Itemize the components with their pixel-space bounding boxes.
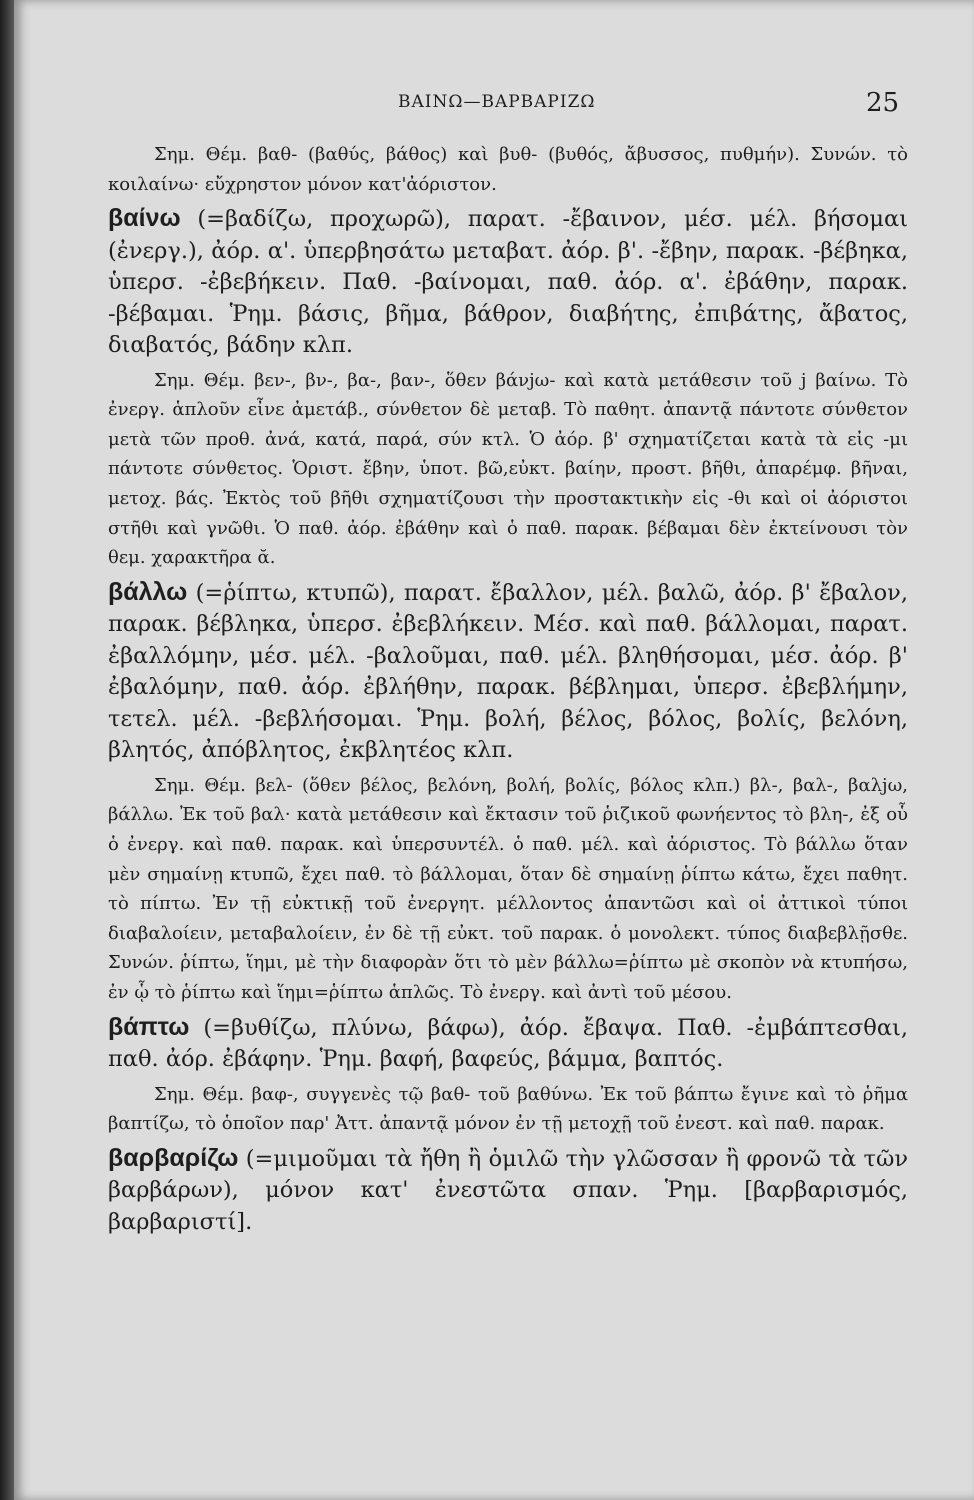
entry-bapto: [108, 1012, 908, 1076]
entry-baino-text: (=βαδίζω, προχωρῶ), παρατ. -ἔβαινον, μέσ. μέλ. βήσομαι (ἐνεργ.), ἀόρ. α'. ὑπερβησάτω μεταβατ. ἀόρ. β'. -ἔβην, παρακ. -βέβηκα, ὑπερσ. -ἐβεβήκειν. Παθ. -βαίνομαι, παθ. ἀόρ. α'. ἐβάθην, παρακ. -βέβαμαι. Ῥημ. βάσις, βῆμα, βάθρον, διαβήτης, ἐπιβάτης, ἄβατος, διαβατός, βάδην κλπ.: [108, 206, 908, 359]
headword-barbarizo: βαρβαρίζω: [108, 1143, 239, 1172]
entry-ballo: [108, 577, 908, 767]
note-bath: Σημ. Θέμ. βαθ- (βαθύς, βάθος) καὶ βυθ- (βυθός, ἄβυσσος, πυθμήν). Συνών. τὸ κοιλαίνω· εὔχρηστον μόνον κατ'ἀόριστον.: [108, 144, 908, 195]
book-spine-shadow: [0, 0, 14, 1500]
headword-baino: βαίνω: [108, 204, 181, 233]
entry-bapto-text: (=βυθίζω, πλύνω, βάφω), ἀόρ. ἔβαψα. Παθ. -ἐμβάπτεσθαι, παθ. ἀόρ. ἐβάφην. Ῥημ. βαφή, βαφεύς, βάμμα, βαπτός.: [108, 1014, 908, 1073]
dictionary-text: [108, 140, 908, 1242]
note-ballo: Σημ. Θέμ. βελ- (ὅθεν βέλος, βελόνη, βολή, βολίς, βόλος κλπ.) βλ-, βαλ-, βαλjω, βάλλω. Ἐκ τοῦ βαλ· κατὰ μετάθεσιν καὶ ἔκτασιν τοῦ ῥιζικοῦ φωνήεντος τὸ βλη-, ἐξ οὗ ὁ ἐνεργ. καὶ παθ. παρακ. καὶ ὑπερσυντέλ. ὁ παθ. μέλ. καὶ ἀόριστος. Τὸ βάλλω ὅταν μὲν σημαίνῃ κτυπῶ, ἔχει παθ. τὸ βάλλομαι, ὅταν δὲ σημαίνῃ ῥίπτω κάτω, ἔχει παθητ. τὸ πίπτω. Ἐν τῇ εὐκτικῇ τοῦ ἐνεργητ. μέλλοντος ἀπαντῶσι καὶ οἱ ἀττικοὶ τύποι διαβαλοίειν, μεταβαλοίειν, ἐν δὲ τῇ εὐκτ. τοῦ παρακ. ὁ μονολεκτ. τύπος διαβεβλῇσθε. Συνών. ῥίπτω, ἵημι, μὲ τὴν διαφορὰν ὅτι τὸ μὲν βάλλω=ῥίπτω μὲ σκοπὸν νὰ κτυπήσω, ἐν ᾧ τὸ ῥίπτω καὶ ἵημι=ῥίπτω ἁπλῶς. Τὸ ἐνεργ. καὶ ἀντὶ τοῦ μέσου.: [108, 774, 908, 1003]
entry-barbarizo: [108, 1143, 908, 1239]
entry-ballo-text: (=ῥίπτω, κτυπῶ), παρατ. ἔβαλλον, μέλ. βαλῶ, ἀόρ. β' ἔβαλον, παρακ. βέβληκα, ὑπερσ. ἐβεβλήκειν. Μέσ. καὶ παθ. βάλλομαι, παρατ. ἐβαλλόμην, μέσ. μέλ. -βαλοῦμαι, παθ. μέλ. βληθήσομαι, μέσ. ἀόρ. β' ἐβαλόμην, παθ. ἀόρ. ἐβλήθην, παρακ. βέβλημαι, ὑπερσ. ἐβεβλήμην, τετελ. μέλ. -βεβλήσομαι. Ῥημ. βολή, βέλος, βόλος, βολίς, βελόνη, βλητός, ἀπόβλητος, ἐκβλητέος κλπ.: [108, 579, 908, 764]
headword-ballo: βάλλω: [108, 577, 188, 606]
running-title: ΒΑΙΝΩ—ΒΑΡΒΑΡΙΖΩ: [398, 92, 596, 112]
note-baino: Σημ. Θέμ. βεν-, βν-, βα-, βαν-, ὅθεν βάνjω- καὶ κατὰ μετάθεσιν τοῦ j βαίνω. Τὸ ἐνεργ. ἁπλοῦν εἶνε ἀμετάβ., σύνθετον δὲ μεταβ. Τὸ παθητ. ἀπαντᾷ πάντοτε σύνθετον μετὰ τῶν προθ. ἀνά, κατά, παρά, σύν κτλ. Ὁ ἀόρ. β' σχηματίζεται κατὰ τὰ εἰς -μι πάντοτε σύνθετος. Ὁριστ. ἔβην, ὑποτ. βῶ,εὐκτ. βαίην, προστ. βῆθι, ἀπαρέμφ. βῆναι, μετοχ. βάς. Ἐκτὸς τοῦ βῆθι σχηματίζουσι τὴν προστακτικὴν εἰς -θι καὶ οἱ ἀόριστοι στῆθι καὶ γνῶθι. Ὁ παθ. ἀόρ. ἐβάθην καὶ ὁ παθ. παρακ. βέβαμαι δὲν ἐκτείνουσι τὸν θεμ. χαρακτῆρα ᾰ.: [108, 369, 908, 569]
entry-baino: [108, 203, 908, 362]
note-bapto: Σημ. Θέμ. βαφ-, συγγενὲς τῷ βαθ- τοῦ βαθύνω. Ἐκ τοῦ βάπτω ἔγινε καὶ τὸ ῥῆμα βαπτίζω, τὸ ὁποῖον παρ' Ἀττ. ἀπαντᾷ μόνον ἐν τῇ μετοχῇ τοῦ ἐνεστ. καὶ παθ. παρακ.: [108, 1083, 908, 1135]
page-number: 25: [866, 88, 900, 118]
book-page: [14, 0, 974, 1500]
headword-bapto: βάπτω: [108, 1012, 190, 1041]
entry-barbarizo-text: (=μιμοῦμαι τὰ ἤθη ἢ ὁμιλῶ τὴν γλῶσσαν ἢ φρονῶ τὰ τῶν βαρβάρων), μόνον κατ' ἐνεστῶτα σπαν. Ῥημ. [βαρβαρισμός, βαρβαριστί].: [108, 1145, 908, 1235]
running-head: [14, 88, 974, 120]
